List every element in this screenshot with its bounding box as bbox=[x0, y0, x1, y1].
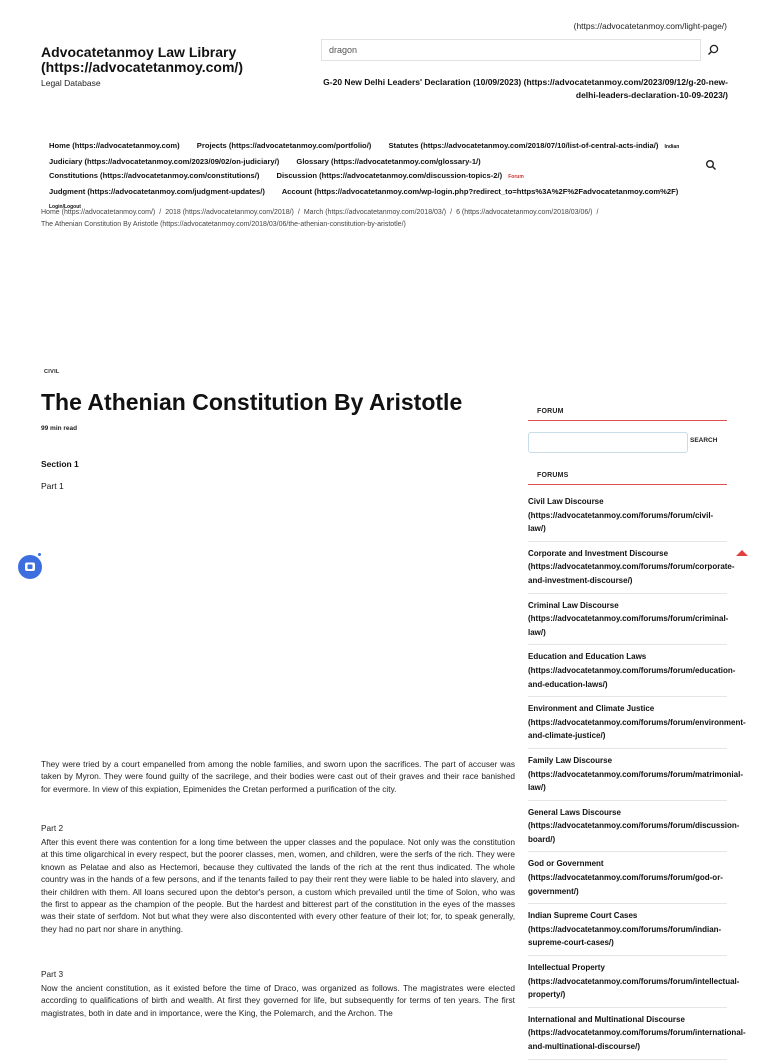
forums-heading: FORUMS bbox=[528, 472, 727, 485]
nav-judiciary[interactable]: Judiciary (https://advocatetanmoy.com/2023/09/02/on-judiciary/) bbox=[49, 156, 280, 166]
forum-item-corporate[interactable]: Corporate and Investment Discourse (https://advocatetanmoy.com/forums/forum/corporate-and-investment-discourse/) bbox=[528, 546, 727, 594]
forum-item-family-law[interactable]: Family Law Discourse (https://advocatetanmoy.com/forums/forum/matrimonial-law/) bbox=[528, 753, 727, 801]
forum-item-civil-law[interactable]: Civil Law Discourse (https://advocatetanmoy.com/forums/forum/civil-law/) bbox=[528, 494, 727, 542]
section-heading: Section 1 bbox=[41, 459, 79, 469]
nav-search-icon[interactable] bbox=[705, 158, 719, 172]
news-ticker-link[interactable]: G-20 New Delhi Leaders' Declaration (10/09/2023) (https://advocatetanmoy.com/2023/09/12/g-20-new-delhi-leaders-declaration-10-09-2023/) bbox=[323, 77, 728, 100]
forum-item-education[interactable]: Education and Education Laws (https://advocatetanmoy.com/forums/forum/education-and-education-laws/) bbox=[528, 649, 727, 697]
breadcrumb-separator: / bbox=[596, 209, 599, 216]
forum-item-general-laws[interactable]: General Laws Discourse (https://advocatetanmoy.com/forums/forum/discussion-board/) bbox=[528, 805, 727, 853]
paragraph: They were tried by a court empanelled from among the noble families, and sworn upon the sacrifices. The part of accuser was taken by Myron. They were found guilty of the sacrilege, and their bodies were cast out of their graves and their race banished for evermore. In view of this expiation, Epimenides the Cretan performed a purification of the city. bbox=[41, 759, 515, 794]
part-label: Part 1 bbox=[41, 481, 64, 491]
forum-search-input[interactable] bbox=[528, 432, 688, 453]
nav-statutes[interactable]: Statutes (https://advocatetanmoy.com/2018/07/10/list-of-central-acts-india/) bbox=[388, 141, 659, 150]
forum-item-environment[interactable]: Environment and Climate Justice (https://advocatetanmoy.com/forums/forum/environment-and-climate-justice/) bbox=[528, 701, 727, 749]
search-icon[interactable] bbox=[706, 43, 722, 59]
site-title[interactable]: Advocatetanmoy Law Library (https://advocatetanmoy.com/) bbox=[41, 44, 243, 75]
light-page-link[interactable]: (https://advocatetanmoy.com/light-page/) bbox=[573, 21, 727, 31]
category-label[interactable]: CIVIL bbox=[44, 369, 60, 375]
scroll-to-top-icon[interactable] bbox=[736, 550, 748, 556]
part-label: Part 2 bbox=[41, 823, 64, 833]
forum-search-button[interactable]: SEARCH bbox=[690, 437, 718, 444]
nav-discussion[interactable]: Discussion (https://advocatetanmoy.com/discussion-topics-2/) bbox=[276, 171, 503, 180]
chat-notification-dot bbox=[38, 553, 41, 556]
paragraph: Now the ancient constitution, as it existed before the time of Draco, was organized as follows. The magistrates were elected according to qualifications of birth and wealth. At first they governed for life, but subsequently for terms of ten years. The first magistrates, both in date and in importance, were the King, the Polemarch, and the Archon. The bbox=[41, 983, 515, 1018]
read-time: 99 min read bbox=[41, 425, 78, 432]
breadcrumb-separator: / bbox=[159, 209, 162, 216]
nav-judgment[interactable]: Judgment (https://advocatetanmoy.com/judgment-updates/) bbox=[49, 186, 265, 196]
nav-login-label[interactable]: Login/Logout bbox=[49, 204, 81, 210]
site-tagline: Legal Database bbox=[41, 78, 101, 88]
forum-list bbox=[528, 494, 746, 1064]
chat-button[interactable] bbox=[18, 555, 42, 579]
breadcrumb-year[interactable]: 2018 (https://advocatetanmoy.com/2018/) bbox=[165, 209, 294, 216]
nav-account[interactable]: Account (https://advocatetanmoy.com/wp-login.php?redirect_to=https%3A%2F%2Fadvocatetanmoy.com%2F) bbox=[281, 186, 679, 196]
paragraph: After this event there was contention for a long time between the upper classes and the populace. Not only was the constitution at this time oligarchical in every respect, but the poorer classes, men, women, and children, were the serfs of the rich. They were known as Pelatae and also as Hectemori, because they cultivated the lands of the rich at the rent thus indicated. The whole country was in the hands of a few persons, and if the tenants failed to pay their rent they were liable to be haled into slavery, and their children with them. All loans secured upon the debtor's person, a custom which prevailed until the time of Solon, who was the first to appear as the champion of the people. But the hardest and bitterest part of the constitution in the eyes of the masses was their state of serfdom. Not but what they were also discontented with every other feature of their lot; for, to speak generally, they had no part nor share in anything. bbox=[41, 837, 515, 934]
nav-glossary[interactable]: Glossary (https://advocatetanmoy.com/glossary-1/) bbox=[296, 156, 481, 166]
search-input[interactable]: dragon bbox=[321, 39, 701, 61]
breadcrumb-month[interactable]: March (https://advocatetanmoy.com/2018/03/) bbox=[303, 209, 447, 216]
forum-item-supreme-court[interactable]: Indian Supreme Court Cases (https://advocatetanmoy.com/forums/forum/indian-supreme-court-cases/) bbox=[528, 908, 727, 956]
nav-forum-label[interactable]: Forum bbox=[508, 174, 524, 180]
forum-item-intellectual-property[interactable]: Intellectual Property (https://advocatetanmoy.com/forums/forum/intellectual-property/) bbox=[528, 960, 727, 1008]
forum-heading: FORUM bbox=[528, 408, 727, 421]
breadcrumb-current[interactable]: The Athenian Constitution By Aristotle (https://advocatetanmoy.com/2018/03/06/the-athenian-constitution-by-aristotle/) bbox=[41, 220, 406, 228]
nav-projects[interactable]: Projects (https://advocatetanmoy.com/portfolio/) bbox=[196, 141, 372, 150]
nav-home[interactable]: Home (https://advocatetanmoy.com) bbox=[49, 141, 180, 150]
breadcrumb-separator: / bbox=[297, 209, 300, 216]
part-label: Part 3 bbox=[41, 969, 64, 979]
forum-item-god-or-government[interactable]: God or Government (https://advocatetanmoy.com/forums/forum/god-or-government/) bbox=[528, 856, 727, 904]
forum-item-international[interactable]: International and Multinational Discourse (https://advocatetanmoy.com/forums/forum/international-and-multinational-discourse/) bbox=[528, 1012, 727, 1060]
nav-indian-label: Indian bbox=[664, 144, 680, 150]
breadcrumb bbox=[41, 207, 721, 230]
breadcrumb-day[interactable]: 6 (https://advocatetanmoy.com/2018/03/06/) bbox=[456, 209, 593, 216]
breadcrumb-home[interactable]: Home (https://advocatetanmoy.com/) bbox=[41, 209, 156, 216]
main-nav bbox=[49, 139, 719, 215]
nav-constitutions[interactable]: Constitutions (https://advocatetanmoy.com/constitutions/) bbox=[49, 171, 260, 180]
forum-item-criminal-law[interactable]: Criminal Law Discourse (https://advocatetanmoy.com/forums/forum/criminal-law/) bbox=[528, 598, 727, 646]
breadcrumb-separator: / bbox=[450, 209, 453, 216]
page-title: The Athenian Constitution By Aristotle bbox=[41, 389, 463, 415]
